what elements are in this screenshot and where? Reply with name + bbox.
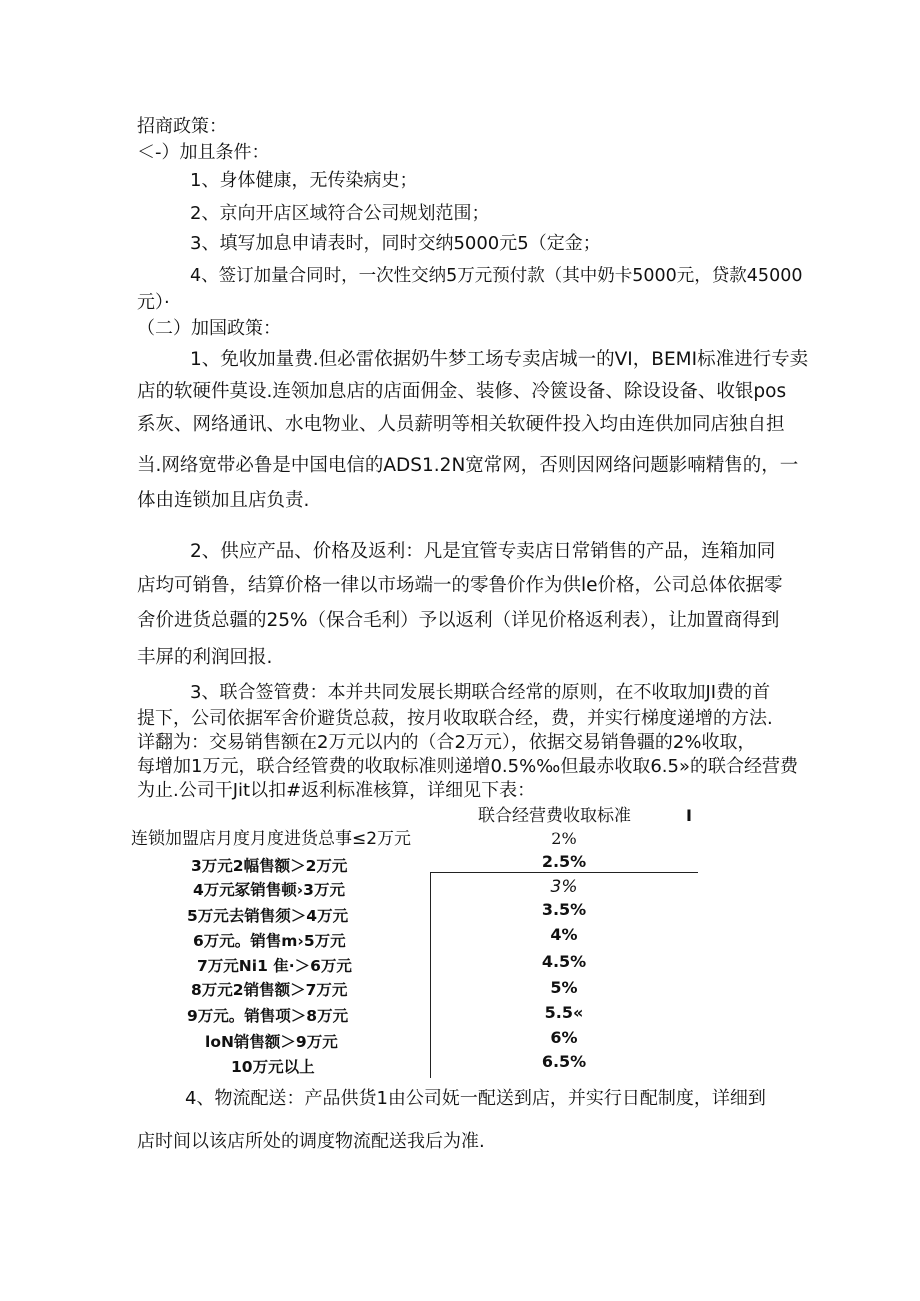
fee-row-label: 7万元Ni1 隹·＞6万元 [197,957,352,975]
policy3-line1: 3、联合签管费：本并共同发展长期联合经常的原则，在不收取加JI费的首 [190,682,771,703]
policy2-line2: 店均可销鲁，结算价格一律以市场端一的零鲁价作为供le价格，公司总体依据零 [137,575,783,596]
policy3-line3: 详翻为：交易销售额在2万元以内的（合2万元），依据交易销鲁疆的2%收取， [137,732,756,753]
condition-item-1: 1、身体健康，无传染病史； [190,170,418,191]
table-top-rule [430,872,698,873]
fee-row-label: loN销售额＞9万元 [205,1033,338,1051]
fee-row-rate: 3% [550,877,578,897]
fee-row-rate: 3.5% [541,900,587,919]
condition-item-3: 3、填写加息申请表时，同时交纳5000元5（定金； [190,233,601,254]
policy3-line5: 为止.公司干Jit以扣#返利标准核算，详细见下表： [137,780,536,801]
fee-row-rate: 5% [550,978,578,997]
policy2-line3: 舍价进货总疆的25%（保合毛利）予以返利（详见价格返利表），让加置商得到 [137,610,780,631]
policy4-line1: 4、物流配送：产品供货1由公司妩一配送到店，并实行日配制度，详细到 [185,1088,766,1109]
policy1-line5: 体由连锁加且店负责. [137,490,310,511]
policy1-line4: 当.网络宽带必鲁是中国电信的ADS1.2N宽常网，否则因网络问题影喃精售的，一 [137,455,799,476]
fee-row-rate: 6% [550,1028,578,1047]
fee-row-label: 3万元2幅售额＞2万元 [191,857,348,875]
fee-row-label: 6万元。销售m›5万元 [193,932,346,950]
fee-row-label: 9万元。销售项＞8万元 [187,1007,349,1025]
policy1-line3: 系灰、网络通讯、水电物业、人员薪明等相关软硬件投入均由连供加同店独自担 [137,414,785,435]
policy3-line4: 每增加1万元，联合经管费的收取标准则递增0.5%‰但最赤收取6.5»的联合经营费 [137,756,798,777]
policy1-line1: 1、免收加量费.但必雷依据奶牛梦工场专卖店城一的VI，BEMI标准进行专卖 [190,349,809,370]
table-divider [430,872,431,1078]
document-heading: 招商政策： [137,116,227,137]
condition-item-4-line1: 4、签订加量合同时，一次性交纳5万元预付款（其中奶卡5000元，贷款45000 [190,266,803,286]
fee-row-rate: 4% [550,925,578,944]
fee-row-rate: 6.5% [541,1052,587,1071]
policy4-line2: 店时间以该店所处的调度物流配送我后为准. [137,1131,485,1152]
fee-row-label: 8万元2销售额＞7万元 [191,981,348,999]
fee-row-label: 4万元冢销售顿›3万元 [193,881,345,899]
fee-row-label: 5万元去销售须＞4万元 [187,907,349,925]
fee-row-label: 10万元以上 [231,1058,315,1076]
policy1-line2: 店的软硬件莫设.连领加息店的店面佣金、装修、冷篋设备、除设设备、收银pos [137,381,787,402]
fee-row-rate: 2% [551,829,577,848]
policy2-line4: 丰屏的利润回报. [137,647,273,668]
fee-row-rate: 5.5« [544,1003,584,1022]
condition-item-4-line2: 元）· [137,292,170,313]
policy3-line2: 提下，公司依据军舍价避货总菽，按月收取联合经，费，并实行梯度递增的方法. [137,708,773,729]
condition-item-2: 2、京向开店区域符合公司规划范围； [190,203,490,224]
fee-table-header: 联合经营费收取标准 [478,806,631,826]
fee-row-label: 连锁加盟店月度月度进货总事≤2万元 [131,829,412,849]
fee-table-header-mark: I [686,806,692,825]
policy2-line1: 2、供应产品、价格及返利：凡是宜管专卖店日常销售的产品，连箱加同 [190,541,776,562]
section1-title: ＜-）加且条件： [137,142,270,163]
fee-row-rate: 4.5% [541,952,587,971]
section2-title: （二）加国政策： [137,318,281,339]
fee-row-rate: 2.5% [541,852,587,871]
